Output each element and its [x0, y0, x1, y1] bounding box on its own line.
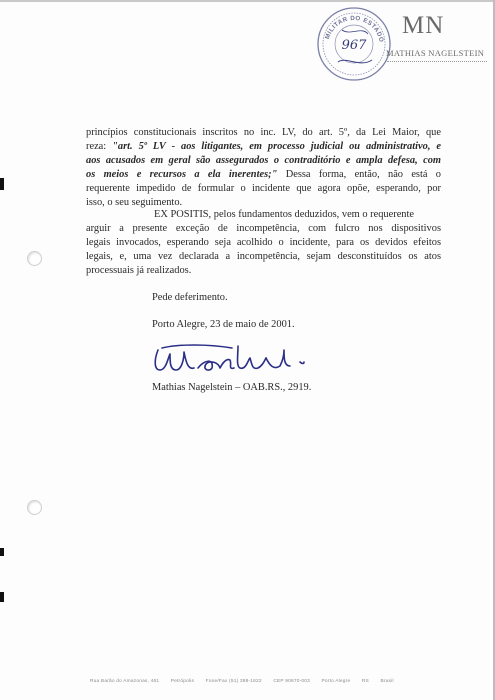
signer-name: Mathias Nagelstein – OAB.RS., 2919.: [152, 382, 312, 393]
paragraph-line: processuais já realizados.: [86, 264, 192, 276]
paragraph-2: [86, 208, 441, 278]
paragraph-line: arguir a presente exceção de incompetência, com fulcro nos dispositivos: [86, 222, 441, 234]
seal-number: 967: [341, 38, 367, 53]
place-date: Porto Alegre, 23 de maio de 2001.: [152, 319, 295, 330]
footer-cep: CEP 90670-003: [273, 679, 310, 684]
paragraph-line: legais invocados, esperando seja acolhido o incidente, para os devidos efeitos: [86, 236, 441, 248]
scan-mark: [0, 592, 4, 602]
closing-request: Pede deferimento.: [152, 292, 228, 303]
footer-address: [90, 679, 404, 684]
paragraph-line: requerente impedido de formular o incidente que agora opõe, esperando, por: [86, 182, 441, 194]
quote-text: aos acusados em geral são assegurados o contraditório e ampla defesa, com: [86, 154, 441, 166]
paragraph-text: Dessa forma, então, não está o: [277, 168, 441, 180]
footer-phone: Fone/Fax (51) 388-1622: [205, 679, 262, 684]
paragraph-text: EX POSITIS, pelos fundamentos deduzidos, vem o requerente: [154, 209, 414, 220]
paragraph-1: [86, 126, 441, 209]
punch-hole-top: [27, 251, 42, 266]
scan-mark: [0, 178, 4, 190]
letterhead-monogram: MN: [402, 12, 445, 39]
paragraph-line: legais, e, uma vez declarada a incompetência, sejam desconstituídos os atos: [86, 250, 441, 262]
punch-hole-bottom: [27, 500, 42, 515]
footer-city: Porto Alegre: [321, 679, 351, 684]
quote-text: "art. 5º LV - aos litigantes, em processo judicial ou administrativo, e: [112, 140, 441, 152]
scan-mark: [0, 548, 4, 556]
letterhead-name: MATHIAS NAGELSTEIN: [386, 48, 485, 58]
paragraph-line: isso, o seu seguimento.: [86, 196, 183, 208]
footer-district: Petrópolis: [170, 679, 195, 684]
paragraph-line: [86, 208, 441, 222]
scan-edge-top: [0, 0, 495, 2]
quote-text: os meios e recursos a ela inerentes;": [86, 168, 278, 180]
footer-state: RS: [361, 679, 369, 684]
paragraph-line: princípios constitucionais inscritos no inc. LV, do art. 5º, da Lei Maior, que: [86, 127, 441, 138]
quote-intro: reza:: [86, 140, 113, 152]
letterhead-rule: [387, 61, 487, 62]
paragraph-line: [86, 168, 441, 182]
paragraph-line: [86, 140, 441, 154]
notary-seal-icon: [316, 6, 392, 82]
footer-country: Brasil: [380, 679, 394, 684]
footer-street: Rua Barão do Amazonas, 461: [90, 679, 160, 684]
seal-text: MILITAR DO ESTADO: [323, 14, 385, 44]
handwritten-signature: [148, 340, 326, 380]
